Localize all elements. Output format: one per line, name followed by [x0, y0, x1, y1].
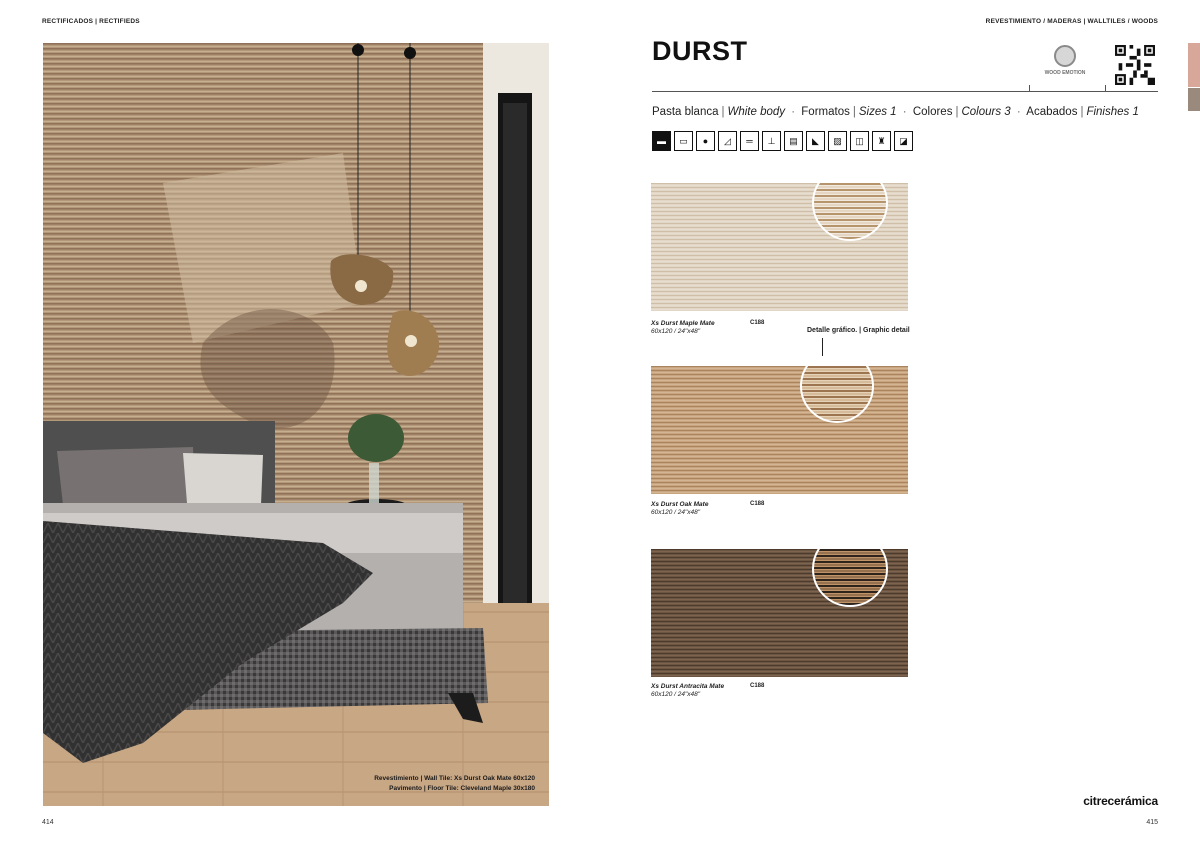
wall-icon: ◿: [718, 131, 737, 151]
rectified-icon: ▭: [674, 131, 693, 151]
header-rule: [652, 91, 1158, 92]
page-number-left: 414: [42, 819, 54, 826]
graphic-detail-label: Detalle gráfico. | Graphic detail: [807, 327, 910, 334]
qr-code-icon[interactable]: [1113, 45, 1157, 85]
finishes-english: Finishes 1: [1086, 106, 1139, 118]
tile-oak-texture: [651, 366, 908, 494]
packaging-icon: ▤: [784, 131, 803, 151]
colours-english: Colours 3: [961, 106, 1011, 118]
section-tab-woods[interactable]: [1188, 88, 1200, 111]
section-tab-walltiles[interactable]: [1188, 43, 1200, 87]
running-head-left: RECTIFICADOS | RECTIFIEDS: [42, 18, 140, 25]
bedroom-illustration: [43, 43, 549, 806]
tile-label-antracita: [651, 683, 724, 699]
tile-swatch-maple[interactable]: [651, 183, 908, 311]
colours-spanish: Colores: [912, 106, 953, 118]
formats-spanish: Formatos: [801, 106, 850, 118]
brand-logo: citrecerámica: [1083, 794, 1158, 808]
certification-badge: [1040, 45, 1090, 83]
tile-size: 60x120 / 24"x48": [651, 328, 701, 335]
thickness-icon: ═: [740, 131, 759, 151]
matt-finish-icon: ●: [696, 131, 715, 151]
finishes-spanish: Acabados: [1026, 106, 1078, 118]
photo-caption: [374, 774, 535, 794]
spec-icon-row: [652, 131, 913, 151]
indoor-use-icon: ♜: [872, 131, 891, 151]
spec-line: Pasta blanca | White body · Formatos | Sizes 1 · Colores | Colours 3 · Acabados | Finishes 1: [652, 106, 1139, 118]
tile-name: Xs Durst Oak Mate: [651, 501, 709, 508]
v2-variation-icon: ◫: [850, 131, 869, 151]
body-spanish: Pasta blanca: [652, 106, 719, 118]
tile-swatch-oak[interactable]: [651, 366, 908, 494]
tile-label-oak: [651, 501, 708, 517]
right-page: [600, 0, 1200, 848]
shade-variation-icon: ⊥: [762, 131, 781, 151]
slip-icon: ▨: [828, 131, 847, 151]
caption-floor-tile: Pavimento | Floor Tile: Cleveland Maple 30x180: [389, 785, 535, 792]
tile-code: C188: [750, 683, 765, 689]
tile-antracita-texture: [651, 549, 908, 677]
running-head-right: REVESTIMIENTO / MADERAS | WALLTILES / WOODS: [985, 18, 1158, 25]
certification-seal-icon: [1054, 45, 1076, 67]
tile-swatch-antracita[interactable]: [651, 549, 908, 677]
formats-english: Sizes 1: [858, 106, 897, 118]
tile-name: Xs Durst Antracita Mate: [651, 683, 725, 690]
tile-label-maple: [651, 320, 715, 336]
tile-code: C188: [750, 320, 765, 326]
body-english: White body: [727, 106, 786, 118]
tile-maple-texture: [651, 183, 908, 311]
cleaning-icon: ◪: [894, 131, 913, 151]
certification-label: WOOD EMOTION: [1044, 70, 1086, 76]
tile-code: C188: [750, 501, 765, 507]
series-title: DURST: [652, 36, 748, 66]
bedroom-photo: [43, 43, 549, 806]
body-type-icon: ▬: [652, 131, 671, 151]
caption-wall-tile: Revestimiento | Wall Tile: Xs Durst Oak Mate 60x120: [374, 775, 535, 782]
frost-resistance-icon: ◣: [806, 131, 825, 151]
page-number-right: 415: [1146, 819, 1158, 826]
tile-name: Xs Durst Maple Mate: [651, 320, 715, 327]
graphic-detail-pointer: [822, 338, 823, 356]
tile-size: 60x120 / 24"x48": [651, 509, 701, 516]
tile-size: 60x120 / 24"x48": [651, 691, 701, 698]
